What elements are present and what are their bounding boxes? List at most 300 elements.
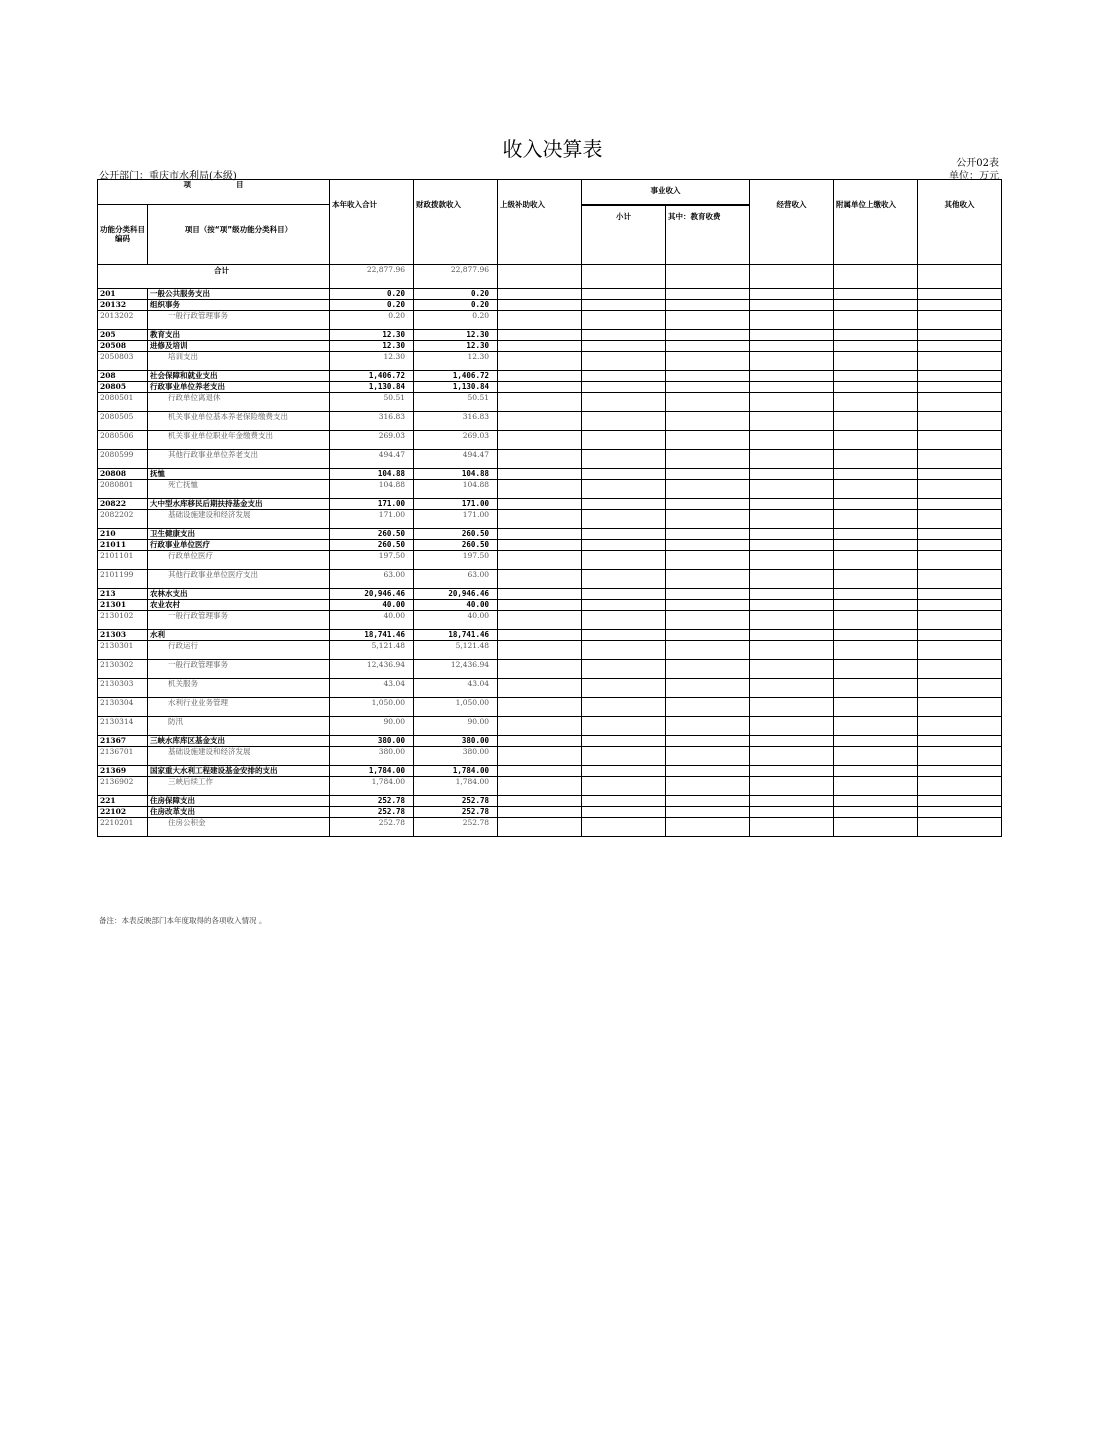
empty-cell <box>582 412 666 431</box>
table-row <box>98 341 1002 352</box>
empty-cell <box>834 311 918 330</box>
empty-cell <box>750 393 834 412</box>
empty-cell <box>750 630 834 641</box>
empty-cell <box>750 480 834 499</box>
row-total: 12.30 <box>330 352 414 371</box>
empty-cell <box>498 431 582 450</box>
row-name: 农业农村 <box>148 600 330 611</box>
empty-cell <box>498 352 582 371</box>
row-name: 机关事业单位职业年金缴费支出 <box>148 431 330 450</box>
empty-cell <box>582 660 666 679</box>
table-row <box>98 289 1002 300</box>
row-fiscal: 0.20 <box>414 289 498 300</box>
empty-cell <box>834 679 918 698</box>
row-fiscal: 252.78 <box>414 796 498 807</box>
empty-cell <box>498 807 582 818</box>
empty-cell <box>582 570 666 589</box>
empty-cell <box>666 371 750 382</box>
empty-cell <box>834 469 918 480</box>
empty-cell <box>498 736 582 747</box>
row-code: 20132 <box>98 300 148 311</box>
table-row <box>98 679 1002 698</box>
row-code: 2101101 <box>98 551 148 570</box>
row-code: 21011 <box>98 540 148 551</box>
empty-cell <box>582 777 666 796</box>
row-code: 2082202 <box>98 510 148 529</box>
empty-cell <box>834 660 918 679</box>
empty-cell <box>918 431 1002 450</box>
row-fiscal: 43.04 <box>414 679 498 698</box>
empty-cell <box>498 371 582 382</box>
row-fiscal: 18,741.46 <box>414 630 498 641</box>
empty-cell <box>834 611 918 630</box>
total-row <box>98 265 1002 289</box>
empty-cell <box>750 766 834 777</box>
table-row <box>98 747 1002 766</box>
empty-cell <box>834 382 918 393</box>
empty-cell <box>918 818 1002 837</box>
empty-cell <box>834 796 918 807</box>
empty-cell <box>498 630 582 641</box>
row-fiscal: 5,121.48 <box>414 641 498 660</box>
row-fiscal: 252.78 <box>414 807 498 818</box>
empty-cell <box>666 698 750 717</box>
empty-cell <box>582 747 666 766</box>
row-total: 252.78 <box>330 807 414 818</box>
empty-cell <box>834 393 918 412</box>
empty-cell <box>666 660 750 679</box>
empty-cell <box>666 679 750 698</box>
income-table <box>97 179 1002 837</box>
empty-cell <box>582 382 666 393</box>
empty-cell <box>918 382 1002 393</box>
empty-cell <box>918 611 1002 630</box>
row-name: 住房改革支出 <box>148 807 330 818</box>
row-total: 40.00 <box>330 600 414 611</box>
row-code: 2013202 <box>98 311 148 330</box>
empty-cell <box>918 480 1002 499</box>
row-name: 基础设施建设和经济发展 <box>148 510 330 529</box>
empty-cell <box>750 641 834 660</box>
table-row <box>98 600 1002 611</box>
empty-cell <box>834 777 918 796</box>
row-name: 死亡抚恤 <box>148 480 330 499</box>
empty-cell <box>582 611 666 630</box>
empty-cell <box>918 736 1002 747</box>
empty-cell <box>498 747 582 766</box>
row-code: 213 <box>98 589 148 600</box>
empty-cell <box>666 311 750 330</box>
empty-cell <box>918 777 1002 796</box>
row-code: 22102 <box>98 807 148 818</box>
row-name: 其他行政事业单位医疗支出 <box>148 570 330 589</box>
table-row <box>98 630 1002 641</box>
empty-cell <box>498 679 582 698</box>
empty-cell <box>582 540 666 551</box>
row-name: 一般行政管理事务 <box>148 311 330 330</box>
empty-cell <box>498 529 582 540</box>
affiliated-header: 附属单位上缴收入 <box>834 180 918 265</box>
other-header: 其他收入 <box>918 180 1002 265</box>
empty-cell <box>666 393 750 412</box>
empty-cell <box>750 717 834 736</box>
row-fiscal: 1,784.00 <box>414 766 498 777</box>
row-fiscal: 63.00 <box>414 570 498 589</box>
row-name: 组织事务 <box>148 300 330 311</box>
row-total: 104.88 <box>330 469 414 480</box>
table-row <box>98 499 1002 510</box>
row-name: 水利行业业务管理 <box>148 698 330 717</box>
row-name: 一般行政管理事务 <box>148 660 330 679</box>
table-row <box>98 777 1002 796</box>
empty-cell <box>918 393 1002 412</box>
empty-cell <box>498 393 582 412</box>
empty-cell <box>750 551 834 570</box>
table-row <box>98 641 1002 660</box>
table-row <box>98 551 1002 570</box>
empty-cell <box>750 600 834 611</box>
row-total: 12,436.94 <box>330 660 414 679</box>
table-row <box>98 611 1002 630</box>
empty-cell <box>582 480 666 499</box>
row-code: 2080599 <box>98 450 148 469</box>
empty-cell <box>498 480 582 499</box>
row-fiscal: 104.88 <box>414 469 498 480</box>
empty-cell <box>750 660 834 679</box>
empty-cell <box>666 480 750 499</box>
row-code: 2080505 <box>98 412 148 431</box>
row-total: 43.04 <box>330 679 414 698</box>
empty-cell <box>582 698 666 717</box>
table-row <box>98 529 1002 540</box>
row-total: 90.00 <box>330 717 414 736</box>
empty-cell <box>750 777 834 796</box>
empty-cell <box>918 641 1002 660</box>
row-fiscal: 0.20 <box>414 311 498 330</box>
empty-cell <box>918 499 1002 510</box>
row-code: 205 <box>98 330 148 341</box>
empty-cell <box>834 371 918 382</box>
row-code: 2050803 <box>98 352 148 371</box>
empty-cell <box>498 450 582 469</box>
empty-cell <box>582 600 666 611</box>
empty-cell <box>750 736 834 747</box>
row-total: 171.00 <box>330 510 414 529</box>
empty-cell <box>666 300 750 311</box>
name-header: 项目（按“项”级功能分类科目） <box>148 205 330 265</box>
empty-cell <box>666 551 750 570</box>
empty-cell <box>582 510 666 529</box>
empty-cell <box>918 660 1002 679</box>
row-fiscal: 269.03 <box>414 431 498 450</box>
row-name: 抚恤 <box>148 469 330 480</box>
empty-cell <box>834 480 918 499</box>
empty-cell <box>498 469 582 480</box>
empty-cell <box>750 469 834 480</box>
row-code: 21301 <box>98 600 148 611</box>
row-name: 大中型水库移民后期扶持基金支出 <box>148 499 330 510</box>
table-row <box>98 717 1002 736</box>
row-code: 2101199 <box>98 570 148 589</box>
empty-cell <box>498 300 582 311</box>
empty-cell <box>582 289 666 300</box>
row-code: 2080501 <box>98 393 148 412</box>
row-total: 5,121.48 <box>330 641 414 660</box>
row-total: 18,741.46 <box>330 630 414 641</box>
table-row <box>98 660 1002 679</box>
empty-cell <box>582 311 666 330</box>
empty-cell <box>498 551 582 570</box>
empty-cell <box>498 382 582 393</box>
empty-cell <box>666 289 750 300</box>
row-code: 2130302 <box>98 660 148 679</box>
empty-cell <box>582 736 666 747</box>
row-total: 260.50 <box>330 529 414 540</box>
row-name: 一般公共服务支出 <box>148 289 330 300</box>
empty-cell <box>918 807 1002 818</box>
empty-cell <box>498 766 582 777</box>
empty-cell <box>582 679 666 698</box>
empty-cell <box>834 300 918 311</box>
empty-cell <box>834 641 918 660</box>
table-row <box>98 382 1002 393</box>
empty-cell <box>834 570 918 589</box>
row-total: 316.83 <box>330 412 414 431</box>
row-total: 171.00 <box>330 499 414 510</box>
row-name: 水利 <box>148 630 330 641</box>
table-row <box>98 311 1002 330</box>
empty-cell <box>582 300 666 311</box>
edu-fee-header: 其中：教育收费 <box>666 206 750 265</box>
empty-cell <box>498 698 582 717</box>
empty-cell <box>834 529 918 540</box>
empty-cell <box>582 371 666 382</box>
empty-cell <box>666 330 750 341</box>
empty-cell <box>918 469 1002 480</box>
empty-cell <box>666 352 750 371</box>
empty-cell <box>666 382 750 393</box>
empty-cell <box>666 766 750 777</box>
row-total: 12.30 <box>330 341 414 352</box>
footnote: 备注：本表反映部门本年度取得的各项收入情况 。 <box>99 916 267 925</box>
row-fiscal: 1,130.84 <box>414 382 498 393</box>
row-code: 2130314 <box>98 717 148 736</box>
row-total: 0.20 <box>330 311 414 330</box>
empty-cell <box>666 499 750 510</box>
row-name: 行政事业单位医疗 <box>148 540 330 551</box>
empty-cell <box>918 796 1002 807</box>
empty-cell <box>918 412 1002 431</box>
row-name: 三峡水库库区基金支出 <box>148 736 330 747</box>
row-total: 1,406.72 <box>330 371 414 382</box>
empty-cell <box>918 341 1002 352</box>
empty-cell <box>666 341 750 352</box>
empty-cell <box>750 529 834 540</box>
empty-cell <box>582 551 666 570</box>
row-fiscal: 1,784.00 <box>414 777 498 796</box>
code-header: 功能分类科目编码 <box>98 205 148 265</box>
empty-cell <box>582 450 666 469</box>
empty-cell <box>582 641 666 660</box>
row-code: 20822 <box>98 499 148 510</box>
empty-cell <box>498 289 582 300</box>
row-code: 21303 <box>98 630 148 641</box>
row-fiscal: 494.47 <box>414 450 498 469</box>
row-total: 252.78 <box>330 818 414 837</box>
table-row <box>98 371 1002 382</box>
empty-cell <box>834 289 918 300</box>
row-total: 0.20 <box>330 289 414 300</box>
empty-cell <box>498 341 582 352</box>
empty-cell <box>582 630 666 641</box>
empty-cell <box>750 807 834 818</box>
row-code: 2130102 <box>98 611 148 630</box>
row-fiscal: 0.20 <box>414 300 498 311</box>
row-fiscal: 40.00 <box>414 600 498 611</box>
row-total: 0.20 <box>330 300 414 311</box>
empty-cell <box>582 807 666 818</box>
empty-cell <box>750 330 834 341</box>
empty-cell <box>582 431 666 450</box>
empty-cell <box>834 630 918 641</box>
row-total: 1,130.84 <box>330 382 414 393</box>
row-total: 1,050.00 <box>330 698 414 717</box>
empty-cell <box>666 611 750 630</box>
row-fiscal: 12.30 <box>414 330 498 341</box>
row-name: 机关服务 <box>148 679 330 698</box>
table-row <box>98 431 1002 450</box>
empty-cell <box>918 540 1002 551</box>
empty-cell <box>666 529 750 540</box>
row-fiscal: 20,946.46 <box>414 589 498 600</box>
row-name: 机关事业单位基本养老保险缴费支出 <box>148 412 330 431</box>
empty-cell <box>498 641 582 660</box>
empty-cell <box>666 600 750 611</box>
empty-cell <box>750 341 834 352</box>
empty-cell <box>498 540 582 551</box>
row-code: 2130301 <box>98 641 148 660</box>
row-name: 行政单位医疗 <box>148 551 330 570</box>
empty-cell <box>834 551 918 570</box>
empty-cell <box>750 382 834 393</box>
empty-cell <box>750 510 834 529</box>
row-code: 201 <box>98 289 148 300</box>
table-row <box>98 589 1002 600</box>
row-fiscal: 12.30 <box>414 341 498 352</box>
row-fiscal: 260.50 <box>414 529 498 540</box>
item-group-header: 项 目 <box>98 180 330 205</box>
empty-cell <box>498 510 582 529</box>
empty-cell <box>498 600 582 611</box>
row-total: 269.03 <box>330 431 414 450</box>
row-total: 494.47 <box>330 450 414 469</box>
empty-cell <box>834 698 918 717</box>
empty-cell <box>750 352 834 371</box>
row-code: 2080506 <box>98 431 148 450</box>
empty-cell <box>834 352 918 371</box>
empty-cell <box>918 352 1002 371</box>
row-code: 2080801 <box>98 480 148 499</box>
row-name: 培训支出 <box>148 352 330 371</box>
row-total: 1,784.00 <box>330 766 414 777</box>
operating-header: 经营收入 <box>750 180 834 265</box>
row-code: 20805 <box>98 382 148 393</box>
row-name: 住房公积金 <box>148 818 330 837</box>
total-header: 本年收入合计 <box>330 180 414 265</box>
table-row <box>98 796 1002 807</box>
empty-cell <box>498 611 582 630</box>
empty-cell <box>750 412 834 431</box>
empty-cell <box>918 766 1002 777</box>
row-total: 380.00 <box>330 736 414 747</box>
row-name: 社会保障和就业支出 <box>148 371 330 382</box>
table-row <box>98 736 1002 747</box>
empty-cell <box>918 529 1002 540</box>
empty-cell <box>750 679 834 698</box>
row-total: 104.88 <box>330 480 414 499</box>
row-total: 252.78 <box>330 796 414 807</box>
row-fiscal: 90.00 <box>414 717 498 736</box>
row-code: 221 <box>98 796 148 807</box>
empty-cell <box>918 371 1002 382</box>
empty-cell <box>666 717 750 736</box>
row-total: 260.50 <box>330 540 414 551</box>
empty-cell <box>582 469 666 480</box>
empty-cell <box>750 747 834 766</box>
row-total: 12.30 <box>330 330 414 341</box>
row-fiscal: 104.88 <box>414 480 498 499</box>
empty-cell <box>666 630 750 641</box>
row-code: 2136902 <box>98 777 148 796</box>
empty-cell <box>498 717 582 736</box>
row-fiscal: 1,050.00 <box>414 698 498 717</box>
row-code: 210 <box>98 529 148 540</box>
empty-cell <box>834 510 918 529</box>
empty-cell <box>918 600 1002 611</box>
empty-cell <box>834 412 918 431</box>
empty-cell <box>750 818 834 837</box>
row-total: 380.00 <box>330 747 414 766</box>
empty-cell <box>750 540 834 551</box>
table-row <box>98 510 1002 529</box>
empty-cell <box>582 330 666 341</box>
table-row <box>98 807 1002 818</box>
business-group-header: 事业收入 <box>582 180 750 205</box>
empty-cell <box>498 589 582 600</box>
row-name: 卫生健康支出 <box>148 529 330 540</box>
empty-cell <box>834 747 918 766</box>
row-fiscal: 197.50 <box>414 551 498 570</box>
row-fiscal: 171.00 <box>414 499 498 510</box>
table-row <box>98 330 1002 341</box>
empty-cell <box>750 499 834 510</box>
empty-cell <box>582 717 666 736</box>
row-code: 20808 <box>98 469 148 480</box>
empty-cell <box>834 818 918 837</box>
empty-cell <box>750 611 834 630</box>
row-fiscal: 1,406.72 <box>414 371 498 382</box>
empty-cell <box>666 450 750 469</box>
table-row <box>98 450 1002 469</box>
row-name: 农林水支出 <box>148 589 330 600</box>
empty-cell <box>918 450 1002 469</box>
empty-cell <box>582 393 666 412</box>
row-fiscal: 40.00 <box>414 611 498 630</box>
empty-cell <box>918 551 1002 570</box>
empty-cell <box>834 736 918 747</box>
empty-cell <box>834 766 918 777</box>
empty-cell <box>750 311 834 330</box>
